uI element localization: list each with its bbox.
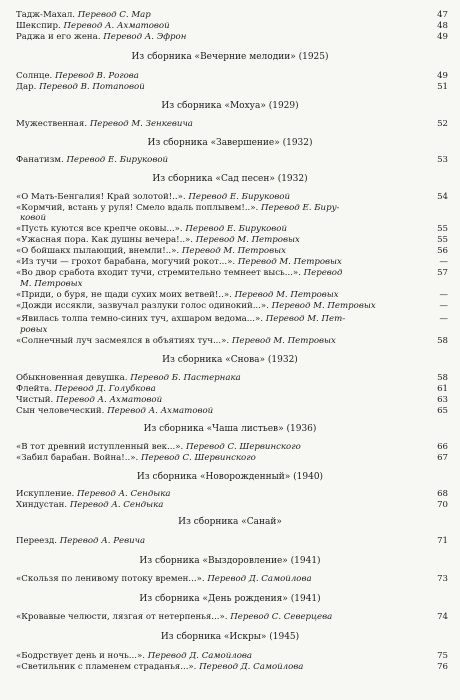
translator: ровых xyxy=(20,325,48,335)
entry-text xyxy=(16,574,312,584)
translator: ковой xyxy=(20,213,47,223)
translator: Перевод А. Сендыка xyxy=(69,500,164,510)
entry-text xyxy=(16,203,339,213)
poem-title: «О Мать-Бенгалия! Край золотой!..». xyxy=(16,192,186,202)
poem-title: Фанатизм. xyxy=(16,155,64,165)
entry-text xyxy=(16,489,171,499)
page-number: — xyxy=(439,257,448,267)
toc-entry xyxy=(16,442,448,452)
collection-heading: Из сборника «Мохуа» (1929) xyxy=(161,101,299,111)
toc-entry xyxy=(16,119,448,129)
entry-text xyxy=(16,336,336,346)
translator: Перевод Е. Бируковой xyxy=(185,224,288,234)
poem-title: «Ужасная пора. Как душны вечера!..». xyxy=(16,235,194,245)
poem-title: Искупление. xyxy=(16,489,75,499)
poem-title: «Из тучи — грохот барабана, могучий рокот...». xyxy=(16,257,236,267)
toc-entry xyxy=(16,336,448,346)
page-number: 51 xyxy=(437,82,448,92)
page-number: 47 xyxy=(437,10,448,20)
page-number: 56 xyxy=(437,246,448,256)
page-number: 63 xyxy=(437,395,448,405)
page-number: 58 xyxy=(437,336,448,346)
page-number: 67 xyxy=(437,453,448,463)
toc-entry xyxy=(16,71,448,81)
entry-text xyxy=(16,32,186,42)
page-number: 75 xyxy=(437,651,448,661)
page-number: 68 xyxy=(437,489,448,499)
entry-text xyxy=(16,82,145,92)
entry-text xyxy=(16,10,151,20)
toc-entry xyxy=(16,406,448,416)
poem-title: «Приди, о буря, не щади сухих моих ветвей!..». xyxy=(16,290,232,300)
toc-entry xyxy=(16,453,448,463)
translator: Перевод А. Ревича xyxy=(59,536,146,546)
toc-entry xyxy=(16,155,448,165)
collection-heading: Из сборника «Чаша листьев» (1936) xyxy=(143,424,317,434)
entry-text xyxy=(16,314,345,324)
entry-text xyxy=(16,268,342,278)
entry-text xyxy=(20,325,48,335)
toc-entry xyxy=(16,662,448,672)
collection-heading: Из сборника «Выздоровление» (1941) xyxy=(139,556,321,566)
entry-text xyxy=(20,279,83,289)
entry-text xyxy=(16,442,301,452)
poem-title: Дар. xyxy=(16,82,37,92)
toc-entry xyxy=(16,489,448,499)
page-number: 57 xyxy=(437,268,448,278)
collection-heading: Из сборника «Санай» xyxy=(178,517,282,527)
page-number: 65 xyxy=(437,406,448,416)
poem-title: «Светильник с пламенем страданья...». xyxy=(16,662,197,672)
poem-title: Обыкновенная девушка. xyxy=(16,373,128,383)
translator: Перевод Е. Бируковой xyxy=(188,192,290,202)
toc-entry xyxy=(16,192,448,202)
page-number: 55 xyxy=(437,235,448,245)
toc-entry xyxy=(16,257,448,267)
entry-text xyxy=(16,536,145,546)
poem-title: Хиндустан. xyxy=(16,500,68,510)
collection-heading: Из сборника «Искры» (1945) xyxy=(160,632,300,642)
toc-entry xyxy=(16,373,448,383)
toc-entry xyxy=(20,213,448,223)
toc-entry xyxy=(16,21,448,31)
toc-entry xyxy=(20,325,448,335)
entry-text xyxy=(16,662,303,672)
toc-entry xyxy=(16,301,448,311)
entry-text xyxy=(16,71,139,81)
page-number: 74 xyxy=(437,612,448,622)
poem-title: Чистый. xyxy=(16,395,54,405)
entry-text xyxy=(16,246,286,256)
page-number: 76 xyxy=(437,662,448,672)
page-number: 52 xyxy=(437,119,448,129)
toc-entry xyxy=(20,279,448,289)
toc-entry xyxy=(16,574,448,584)
poem-title: Солнце. xyxy=(16,71,53,81)
toc-entry xyxy=(16,32,448,42)
page-number: 49 xyxy=(437,32,448,42)
translator: Перевод В. Рогова xyxy=(55,71,139,81)
poem-title: «Кормчий, встань у руля! Смело вдаль поплывем!..». xyxy=(16,203,259,213)
poem-title: «Дожди иссякли, зазвучал разлуки голос одинокий...». xyxy=(16,301,269,311)
translator: Перевод А. Эфрон xyxy=(103,32,187,42)
entry-text xyxy=(16,373,241,383)
poem-title: Раджа и его жена. xyxy=(16,32,101,42)
translator: Перевод Е. Бирy- xyxy=(260,203,340,213)
page-number: 54 xyxy=(437,192,448,202)
poem-title: «В тот древний иступленный век...». xyxy=(16,442,184,452)
poem-title: Мужественная. xyxy=(16,119,88,129)
toc-entry xyxy=(16,651,448,661)
translator: Перевод Д. Самойлова xyxy=(199,662,304,672)
entry-text xyxy=(16,651,252,661)
page-number: 58 xyxy=(437,373,448,383)
page-number: 48 xyxy=(437,21,448,31)
translator: Перевод Д. Самойлова xyxy=(207,574,312,584)
entry-text xyxy=(16,119,193,129)
translator: Перевод С. Северцева xyxy=(230,612,333,622)
translator: Перевод М. Петровых xyxy=(181,246,286,256)
collection-heading: Из сборника «Завершение» (1932) xyxy=(147,138,313,148)
toc-entry xyxy=(16,612,448,622)
entry-text xyxy=(20,213,46,223)
translator: Перевод Д. Самойлова xyxy=(147,651,253,661)
toc-entry xyxy=(16,384,448,394)
entry-text xyxy=(16,500,163,510)
translator: Перевод А. Ахматовой xyxy=(63,21,170,31)
translator: Перевод Б. Пастернака xyxy=(130,373,241,383)
toc-entry xyxy=(16,536,448,546)
toc-entry xyxy=(16,203,448,213)
collection-heading: Из сборника «Снова» (1932) xyxy=(162,355,298,365)
translator: Перевод М. Петровых xyxy=(231,336,336,346)
translator: Перевод М. Петровых xyxy=(234,290,339,300)
entry-text xyxy=(16,301,376,311)
toc-entry xyxy=(16,395,448,405)
entry-text xyxy=(16,257,342,267)
entry-text xyxy=(16,406,213,416)
poem-title: «Скользя по ленивому потоку времен...». xyxy=(16,574,205,584)
translator: Перевод А. Сендыка xyxy=(77,489,171,499)
poem-title: Тадж-Махал. xyxy=(16,10,76,20)
translator: Перевод С. Мар xyxy=(77,10,151,20)
translator: М. Петровых xyxy=(20,279,83,289)
entry-text xyxy=(16,384,156,394)
poem-title: «Явилась толпа темно-синих туч, ахшаром ведома...». xyxy=(16,314,263,324)
entry-text xyxy=(16,192,290,202)
page-number: 61 xyxy=(437,384,448,394)
translator: Перевод А. Ахматовой xyxy=(107,406,214,416)
poem-title: «Во двор сработа входит тучи, стремительно темнеет высь...». xyxy=(16,268,301,278)
translator: Перевод М. Петровых xyxy=(271,301,376,311)
entry-text xyxy=(16,290,339,300)
collection-heading: Из сборника «Сад песен» (1932) xyxy=(152,174,308,184)
page-number: — xyxy=(439,290,448,300)
page-number: 55 xyxy=(437,224,448,234)
page-number: 70 xyxy=(437,500,448,510)
poem-title: «Кровавые челюсти, лязгая от нетерпенья...». xyxy=(16,612,228,622)
toc-entry xyxy=(16,10,448,20)
page-number: — xyxy=(439,301,448,311)
translator: Перевод xyxy=(303,268,343,278)
page-number: — xyxy=(439,314,448,324)
collection-heading: Из сборника «Новорожденный» (1940) xyxy=(136,472,324,482)
page-number: 71 xyxy=(437,536,448,546)
translator: Перевод С. Шервинского xyxy=(185,442,301,452)
poem-title: «О бойшакх пылающий, внемли!..». xyxy=(16,246,180,256)
entry-text xyxy=(16,224,287,234)
translator: Перевод Д. Голубкова xyxy=(54,384,156,394)
entry-text xyxy=(16,612,332,622)
translator: Перевод Е. Бируковой xyxy=(66,155,169,165)
poem-title: Сын человеческий. xyxy=(16,406,105,416)
poem-title: «Бодрствует день и ночь...». xyxy=(16,651,145,661)
translator: Перевод В. Потаповой xyxy=(39,82,145,92)
collection-heading: Из сборника «День рождения» (1941) xyxy=(139,594,321,604)
entry-text xyxy=(16,453,256,463)
page-number: 66 xyxy=(437,442,448,452)
entry-text xyxy=(16,235,300,245)
toc-entry xyxy=(16,246,448,256)
entry-text xyxy=(16,395,162,405)
page-number: 53 xyxy=(437,155,448,165)
toc-entry xyxy=(16,235,448,245)
toc-entry xyxy=(16,500,448,510)
translator: Перевод С. Шервинского xyxy=(140,453,256,463)
translator: Перевод М. Пет- xyxy=(265,314,346,324)
page-number: 49 xyxy=(437,71,448,81)
poem-title: «Пусть куются все крепче оковы...». xyxy=(16,224,183,234)
toc-entry xyxy=(16,290,448,300)
entry-text xyxy=(16,21,170,31)
poem-title: Флейта. xyxy=(16,384,53,394)
entry-text xyxy=(16,155,168,165)
poem-title: Переезд. xyxy=(16,536,57,546)
translator: Перевод М. Зенкевича xyxy=(89,119,193,129)
toc-entry xyxy=(16,314,448,324)
translator: Перевод М. Петровых xyxy=(195,235,300,245)
toc-entry xyxy=(16,224,448,234)
translator: Перевод А. Ахматовой xyxy=(55,395,163,405)
toc-entry xyxy=(16,82,448,92)
poem-title: Шекспир. xyxy=(16,21,61,31)
poem-title: «Забил барабан. Война!..». xyxy=(16,453,139,463)
collection-heading: Из сборника «Вечерние мелодии» (1925) xyxy=(131,52,329,62)
poem-title: «Солнечный луч засмеялся в объятиях туч...». xyxy=(16,336,230,346)
translator: Перевод М. Петровых xyxy=(237,257,342,267)
page-number: 73 xyxy=(437,574,448,584)
toc-entry xyxy=(16,268,448,278)
